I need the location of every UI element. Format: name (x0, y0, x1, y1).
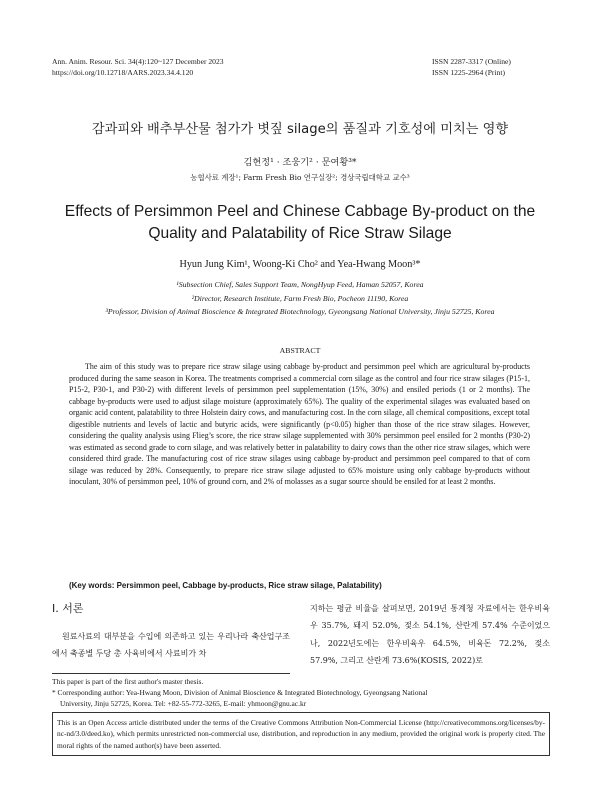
korean-title: 감과피와 배추부산물 첨가가 볏짚 silage의 품질과 기호성에 미치는 영향 (91, 122, 509, 137)
affiliation-3: ³Professor, Division of Animal Bioscience & Integrated Biotechnology, Gyeongsang National University, Jinju 52725, Korea (105, 307, 495, 317)
affiliation-2: ²Director, Research Institute, Farm Fresh Bio, Pocheon 11190, Korea (191, 293, 409, 303)
doi-link[interactable]: https://doi.org/10.12718/AARS.2023.34.4.120 (52, 68, 194, 77)
journal-citation: Ann. Anim. Resour. Sci. 34(4):120~127 December 2023 (52, 57, 224, 66)
abstract-text: The aim of this study was to prepare rice straw silage using cabbage by-product and persimmon peel which are agricultural by-products produced during the same season in Korea. The treatments comprised a commercial corn silage as the control and four rice straw silages (P15-1, P15-2, P30-1, and P30-2) with different levels of persimmon peel supplementation (15%, 30%) and ensiled periods (1 or 2 months). The cabbage by-products were used to adjust silage moisture (approximately 65%). The quality of the experimental silages was evaluated based on organic acid content, palatability to three Holstein dairy cows, and manufacturing cost. In the corn silage, all chemical compositions, except total digestible nutrients and levels of lactic and butyric acids, were significantly (p<0.05) higher than those of the rice straw silages. However, considering the quality analysis using Flieg’s score, the rice straw silage supplemented with 30% persimmon peel ensiled for 2 months (P30-2) was estimated as second grade to corn silage, and was relatively better in palatability to dairy cows than the other rice straw silages, which were considered third grade. The manufacturing cost of rice straw silages using cabbage by-product and persimmon peel compared to that of corn silage was reduced by 28%. Consequently, to prepare rice straw silage adjusted to 65% moisture using only cabbage by-products without inoculant, 30% of persimmon peel, 10% of ground corn, and 2% of molasses as a sugar source should be ensiled for at least 2 months. (69, 362, 530, 486)
korean-affiliations: 농협사료 계장¹; Farm Fresh Bio 연구실장²; 경상국립대학교 교수³ (190, 173, 410, 182)
journal-citation-block (52, 56, 224, 78)
footnote-address: University, Jinju 52725, Korea. Tel: +82-55-772-3265, E-mail: yhmoon@gnu.ac.kr (60, 699, 307, 708)
abstract-heading: ABSTRACT (279, 346, 321, 355)
footnote-divider (52, 673, 290, 674)
footnote-corresponding: * Corresponding author: Yea-Hwang Moon, Division of Animal Bioscience & Integrated Biotechnology, Gyeongsang National (52, 688, 428, 697)
issn-print: ISSN 1225-2964 (Print) (432, 68, 505, 77)
issn-online: ISSN 2287-3317 (Online) (432, 57, 511, 66)
footnotes (52, 676, 552, 709)
section-heading-introduction: Ⅰ. 서론 (52, 602, 84, 615)
issn-block (432, 56, 511, 78)
intro-right-column: 지하는 평균 비율을 살펴보면, 2019년 통계청 자료에서는 한우비육우 35.7%, 돼지 52.0%, 젖소 54.1%, 산란계 57.4% 수준이었으나, 2022년도에는 한우비육우 64.5%, 비육돈 72.2%, 젖소 57.9%, 그리고 산란계 73.6%(KOSIS, 2022)로 (310, 604, 550, 665)
footnote-thesis: This paper is part of the first author's master thesis. (52, 677, 204, 686)
korean-authors: 김현정¹ · 조웅기² · 문여황³* (243, 157, 357, 168)
english-authors: Hyun Jung Kim¹, Woong-Ki Cho² and Yea-Hwang Moon³* (179, 259, 421, 270)
affiliation-1: ¹Subsection Chief, Sales Support Team, NongHyup Feed, Haman 52057, Korea (176, 280, 424, 289)
english-title: Effects of Persimmon Peel and Chinese Cabbage By-product on the Quality and Palatability of Rice Straw Silage (64, 203, 536, 242)
keywords: (Key words: Persimmon peel, Cabbage by-products, Rice straw silage, Palatability) (69, 581, 382, 590)
license-box: This is an Open Access article distributed under the terms of the Creative Commons Attribution Non-Commercial License (http://creativecommons.org/licenses/by-nc-nd/3.0/deed.ko), which permits unrestricted non-commercial use, distribution, and reproduction in any medium, provided the original work is properly cited. The moral rights of the named author(s) have been asserted. (52, 712, 550, 756)
intro-left-column: 원료사료의 대부분을 수입에 의존하고 있는 우리나라 축산업구조에서 축종별 두당 총 사육비에서 사료비가 차 (52, 632, 290, 658)
english-affiliations (30, 278, 570, 319)
